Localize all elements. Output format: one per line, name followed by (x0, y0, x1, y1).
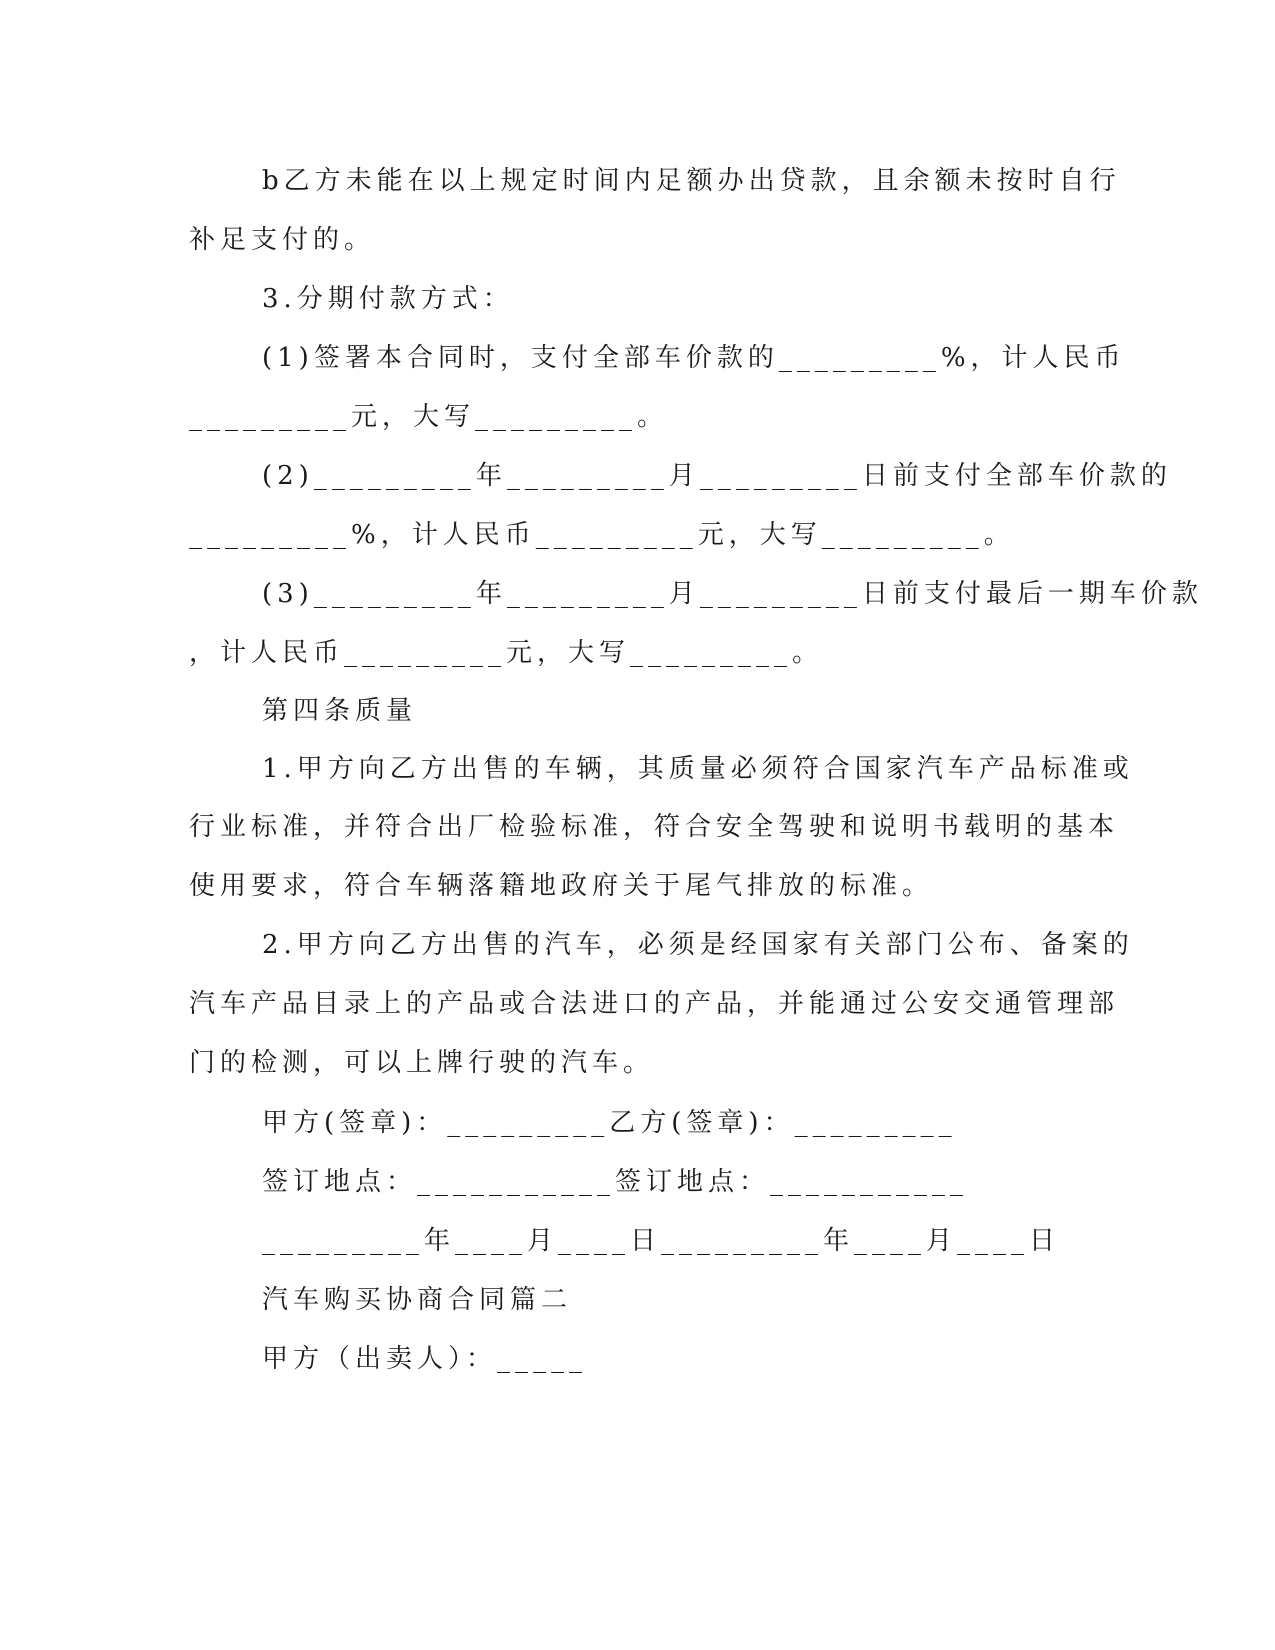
paragraph-line: (1)签署本合同时，支付全部车价款的_________%，计人民币 (262, 343, 1126, 373)
contract-title: 汽车购买协商合同篇二 (262, 1285, 573, 1315)
paragraph-line: 门的检测，可以上牌行驶的汽车。 (189, 1048, 655, 1078)
paragraph-line: 使用要求，符合车辆落籍地政府关于尾气排放的标准。 (189, 871, 934, 901)
paragraph-line: (3)_________年_________月_________日前支付最后一期车价款 (262, 579, 1203, 609)
paragraph-line: (2)_________年_________月_________日前支付全部车价款的 (262, 461, 1172, 491)
article-heading: 第四条质量 (262, 696, 418, 726)
paragraph-line: ，计人民币_________元，大写_________。 (189, 638, 824, 668)
party-line: 甲方（出卖人）：_____ (262, 1344, 588, 1374)
signing-place-line: 签订地点：___________签订地点：___________ (262, 1167, 969, 1197)
signing-date-line: _________年____月____日_________年____月____日 (262, 1226, 1061, 1256)
paragraph-line: 1.甲方向乙方出售的车辆，其质量必须符合国家汽车产品标准或 (262, 754, 1134, 784)
paragraph-line: 汽车产品目录上的产品或合法进口的产品，并能通过公安交通管理部 (189, 989, 1120, 1019)
paragraph-line: 补足支付的。 (189, 225, 376, 255)
paragraph-line: _________%，计人民币_________元，大写_________。 (189, 520, 1015, 550)
paragraph-line: b乙方未能在以上规定时间内足额办出贷款，且余额未按时自行 (262, 166, 1121, 196)
signature-line: 甲方(签章)：_________乙方(签章)：_________ (262, 1108, 957, 1138)
paragraph-line: 行业标准，并符合出厂检验标准，符合安全驾驶和说明书载明的基本 (189, 812, 1120, 842)
paragraph-line: 2.甲方向乙方出售的汽车，必须是经国家有关部门公布、备案的 (262, 930, 1134, 960)
section-heading: 3.分期付款方式： (262, 284, 514, 314)
paragraph-line: _________元，大写_________。 (189, 402, 669, 432)
